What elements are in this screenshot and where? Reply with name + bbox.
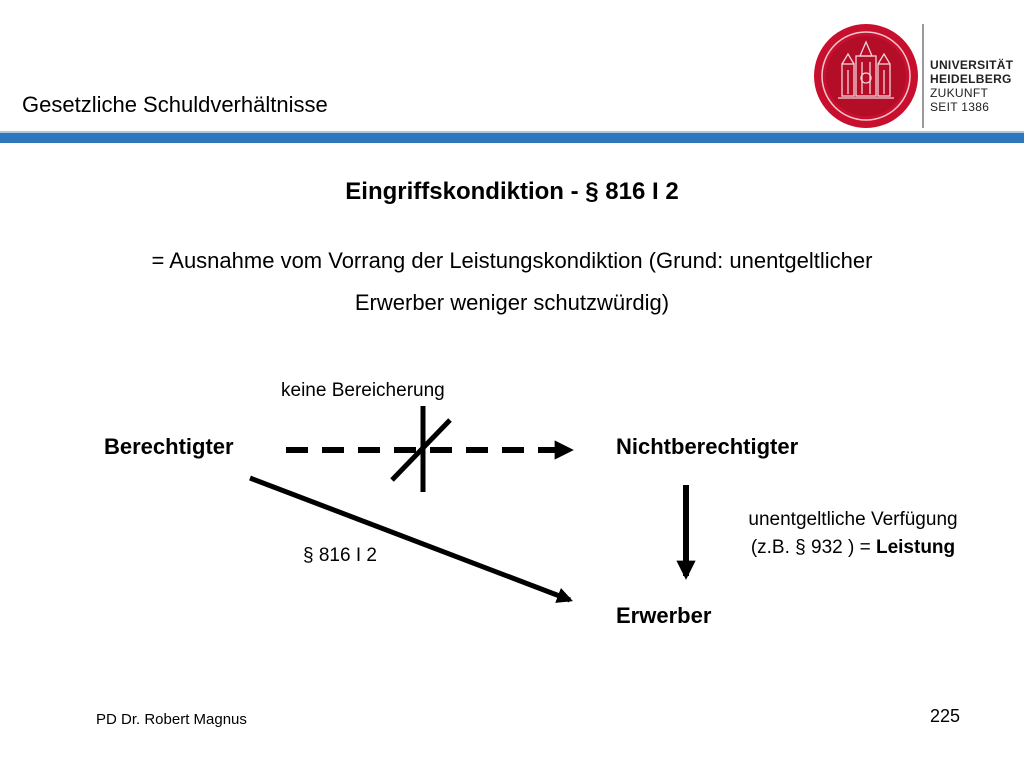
slide-title: Eingriffskondiktion - § 816 I 2: [345, 178, 679, 205]
label-leistung: Leistung: [875, 537, 956, 558]
label-verfuegung: [714, 506, 992, 562]
label-verfuegung-example: (z.B. § 932 ) =: [750, 537, 876, 558]
node-nichtberechtigter: Nichtberechtigter: [616, 434, 799, 459]
label-816-i-2: § 816 I 2: [303, 545, 377, 566]
label-verfuegung-line2: [714, 534, 992, 562]
arrow-816-claim: [250, 478, 570, 600]
page-number: 225: [930, 706, 961, 726]
node-erwerber: Erwerber: [616, 603, 712, 628]
footer-author: PD Dr. Robert Magnus: [96, 711, 247, 728]
node-berechtigter: Berechtigter: [104, 434, 234, 459]
university-tagline-line2: SEIT 1386: [930, 100, 990, 114]
university-tagline-line1: ZUKUNFT: [930, 86, 989, 100]
label-verfuegung-line1: unentgeltliche Verfügung: [748, 509, 958, 530]
intro-line-2: Erwerber weniger schutzwürdig): [354, 290, 670, 315]
label-keine-bereicherung: keine Bereicherung: [281, 380, 445, 401]
header-title: Gesetzliche Schuldverhältnisse: [22, 92, 328, 117]
intro-line-1: = Ausnahme vom Vorrang der Leistungskondiktion (Grund: unentgeltlicher: [151, 248, 873, 273]
university-name-line2: HEIDELBERG: [930, 72, 1012, 86]
university-name-line1: UNIVERSITÄT: [930, 58, 1014, 72]
